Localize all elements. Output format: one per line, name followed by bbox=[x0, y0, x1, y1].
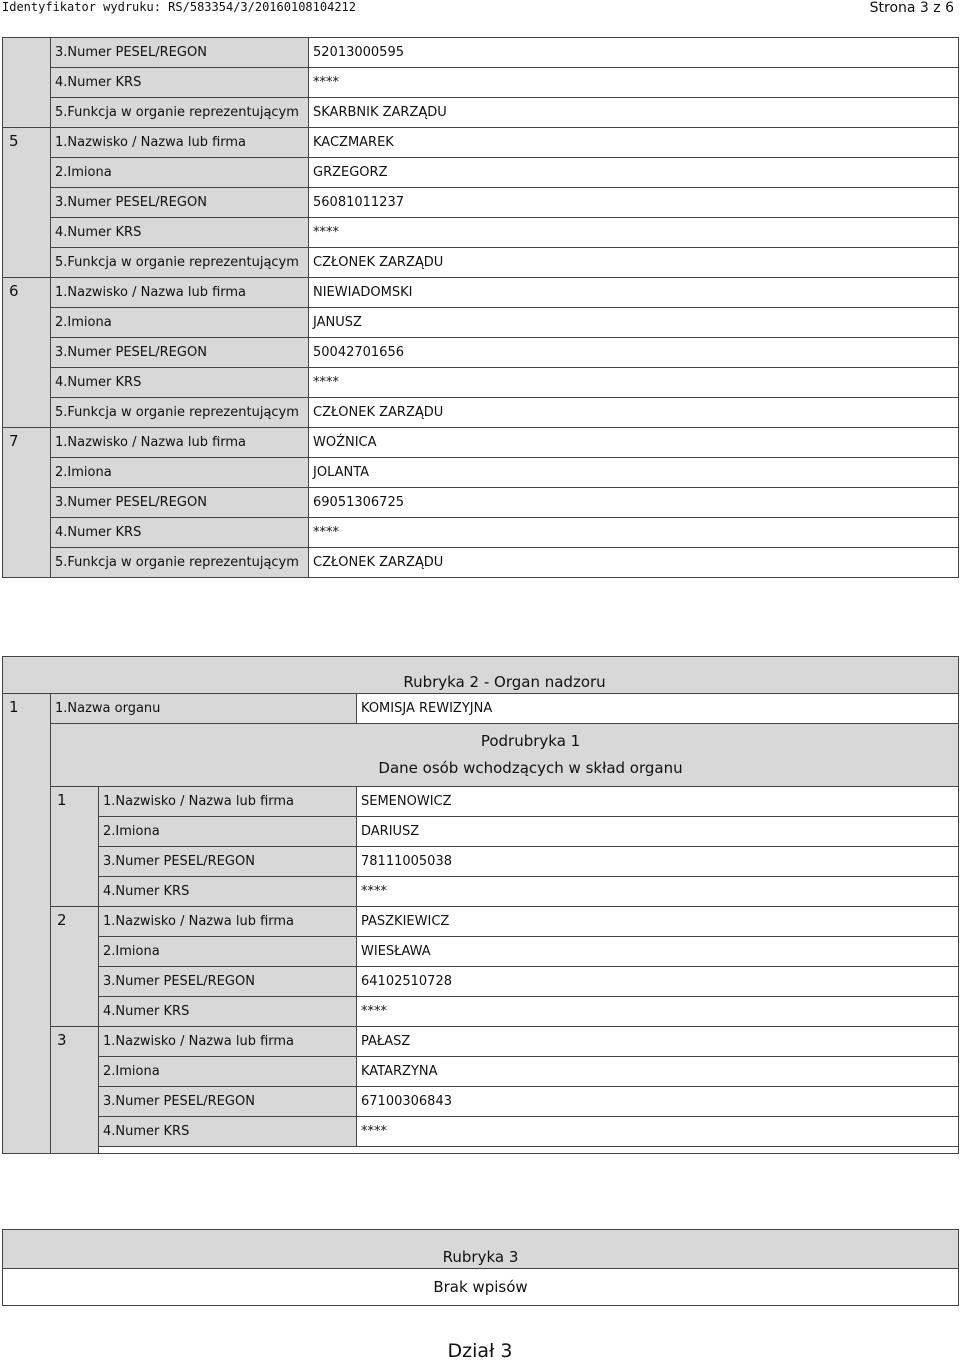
field-label: 3.Numer PESEL/REGON bbox=[99, 1087, 357, 1117]
field-value: 52013000595 bbox=[309, 38, 959, 68]
member-number: 1 bbox=[51, 787, 99, 907]
print-header bbox=[0, 0, 960, 18]
table-row bbox=[3, 98, 959, 128]
field-label: 5.Funkcja w organie reprezentującym bbox=[51, 398, 309, 428]
field-value: JANUSZ bbox=[309, 308, 959, 338]
field-value: GRZEGORZ bbox=[309, 158, 959, 188]
field-value: SKARBNIK ZARZĄDU bbox=[309, 98, 959, 128]
field-label: 4.Numer KRS bbox=[99, 1117, 357, 1147]
table-row bbox=[3, 548, 959, 578]
field-label: 1.Nazwisko / Nazwa lub firma bbox=[51, 428, 309, 458]
table-row bbox=[3, 308, 959, 338]
rubryka2-table bbox=[2, 656, 959, 1154]
field-value: WOŹNICA bbox=[309, 428, 959, 458]
field-label: 1.Nazwisko / Nazwa lub firma bbox=[51, 278, 309, 308]
table-row bbox=[3, 1230, 959, 1269]
field-value: DARIUSZ bbox=[357, 817, 959, 847]
organ-number: 1 bbox=[3, 694, 51, 1154]
member-number: 2 bbox=[51, 907, 99, 1027]
rubryka3-empty-text: Brak wpisów bbox=[3, 1269, 959, 1306]
field-value: 56081011237 bbox=[309, 188, 959, 218]
field-label: 2.Imiona bbox=[99, 1057, 357, 1087]
field-label: 3.Numer PESEL/REGON bbox=[51, 38, 309, 68]
field-label: 4.Numer KRS bbox=[51, 218, 309, 248]
field-value: 69051306725 bbox=[309, 488, 959, 518]
field-value: PASZKIEWICZ bbox=[357, 907, 959, 937]
spacer-cell bbox=[99, 1147, 959, 1154]
table-row bbox=[3, 188, 959, 218]
field-label: 4.Numer KRS bbox=[99, 997, 357, 1027]
field-label: 4.Numer KRS bbox=[51, 368, 309, 398]
field-label: 2.Imiona bbox=[99, 817, 357, 847]
table-row bbox=[3, 518, 959, 548]
field-value: 50042701656 bbox=[309, 338, 959, 368]
table-row bbox=[3, 1087, 959, 1117]
table-row bbox=[3, 338, 959, 368]
table-row bbox=[3, 817, 959, 847]
podrubryka-subtitle: Dane osób wchodzących w skład organu bbox=[378, 759, 683, 777]
field-label: 5.Funkcja w organie reprezentującym bbox=[51, 248, 309, 278]
rubryka3-table bbox=[2, 1229, 959, 1306]
page-counter: Strona 3 z 6 bbox=[869, 0, 954, 16]
section-heading: Dział 3 bbox=[447, 1340, 513, 1362]
field-value: **** bbox=[357, 1117, 959, 1147]
field-value: WIESŁAWA bbox=[357, 937, 959, 967]
table-row bbox=[3, 458, 959, 488]
field-value: CZŁONEK ZARZĄDU bbox=[309, 248, 959, 278]
field-label: 2.Imiona bbox=[99, 937, 357, 967]
person-number: 5 bbox=[3, 128, 51, 278]
field-value: **** bbox=[309, 68, 959, 98]
field-value: KATARZYNA bbox=[357, 1057, 959, 1087]
field-label: 2.Imiona bbox=[51, 308, 309, 338]
field-label: 1.Nazwisko / Nazwa lub firma bbox=[99, 787, 357, 817]
table-row bbox=[3, 997, 959, 1027]
field-label: 1.Nazwa organu bbox=[51, 694, 357, 724]
table-row bbox=[3, 694, 959, 724]
field-value: SEMENOWICZ bbox=[357, 787, 959, 817]
field-value: KACZMAREK bbox=[309, 128, 959, 158]
field-label: 4.Numer KRS bbox=[99, 877, 357, 907]
board-members-table bbox=[2, 37, 959, 578]
field-label: 3.Numer PESEL/REGON bbox=[51, 338, 309, 368]
table-row bbox=[3, 428, 959, 458]
field-value: JOLANTA bbox=[309, 458, 959, 488]
field-value: **** bbox=[309, 368, 959, 398]
field-value: 64102510728 bbox=[357, 967, 959, 997]
field-value: KOMISJA REWIZYJNA bbox=[357, 694, 959, 724]
field-label: 1.Nazwisko / Nazwa lub firma bbox=[99, 907, 357, 937]
table-row bbox=[3, 907, 959, 937]
table-row bbox=[3, 1027, 959, 1057]
table-row bbox=[3, 1269, 959, 1306]
field-value: **** bbox=[309, 518, 959, 548]
table-row bbox=[3, 128, 959, 158]
field-label: 4.Numer KRS bbox=[51, 68, 309, 98]
field-value: 67100306843 bbox=[357, 1087, 959, 1117]
field-label: 1.Nazwisko / Nazwa lub firma bbox=[51, 128, 309, 158]
field-label: 3.Numer PESEL/REGON bbox=[51, 188, 309, 218]
table-row bbox=[3, 724, 959, 787]
rubryka2-title-text: Rubryka 2 - Organ nadzoru bbox=[403, 673, 606, 691]
field-value: CZŁONEK ZARZĄDU bbox=[309, 548, 959, 578]
field-label: 3.Numer PESEL/REGON bbox=[51, 488, 309, 518]
person-number: 6 bbox=[3, 278, 51, 428]
person-number: 7 bbox=[3, 428, 51, 578]
field-label: 2.Imiona bbox=[51, 458, 309, 488]
rubryka3-title: Rubryka 3 bbox=[3, 1230, 959, 1269]
field-value: **** bbox=[309, 218, 959, 248]
field-value: **** bbox=[357, 877, 959, 907]
field-label: 4.Numer KRS bbox=[51, 518, 309, 548]
field-value: **** bbox=[357, 997, 959, 1027]
member-number: 3 bbox=[51, 1027, 99, 1154]
podrubryka-title: Podrubryka 1 bbox=[480, 732, 581, 750]
table-row bbox=[3, 278, 959, 308]
field-label: 5.Funkcja w organie reprezentującym bbox=[51, 98, 309, 128]
field-label: 3.Numer PESEL/REGON bbox=[99, 847, 357, 877]
table-row bbox=[3, 68, 959, 98]
rubryka2-title bbox=[3, 657, 959, 694]
field-value: 78111005038 bbox=[357, 847, 959, 877]
table-row bbox=[3, 787, 959, 817]
field-value: PAŁASZ bbox=[357, 1027, 959, 1057]
print-identifier: Identyfikator wydruku: RS/583354/3/20160108104212 bbox=[2, 0, 357, 14]
table-row bbox=[3, 488, 959, 518]
field-value: NIEWIADOMSKI bbox=[309, 278, 959, 308]
field-label: 3.Numer PESEL/REGON bbox=[99, 967, 357, 997]
field-value: CZŁONEK ZARZĄDU bbox=[309, 398, 959, 428]
table-row bbox=[3, 877, 959, 907]
table-row bbox=[3, 38, 959, 68]
table-row bbox=[3, 158, 959, 188]
table-row bbox=[3, 1117, 959, 1147]
podrubryka-header bbox=[51, 724, 959, 787]
table-row bbox=[3, 847, 959, 877]
table-row bbox=[3, 657, 959, 694]
table-row bbox=[3, 218, 959, 248]
table-row bbox=[3, 248, 959, 278]
table-row bbox=[3, 398, 959, 428]
field-label: 2.Imiona bbox=[51, 158, 309, 188]
table-row bbox=[3, 1057, 959, 1087]
field-label: 5.Funkcja w organie reprezentującym bbox=[51, 548, 309, 578]
table-row bbox=[3, 937, 959, 967]
table-row bbox=[3, 1147, 959, 1154]
row-number-cell bbox=[3, 38, 51, 128]
field-label: 1.Nazwisko / Nazwa lub firma bbox=[99, 1027, 357, 1057]
table-row bbox=[3, 967, 959, 997]
table-row bbox=[3, 368, 959, 398]
